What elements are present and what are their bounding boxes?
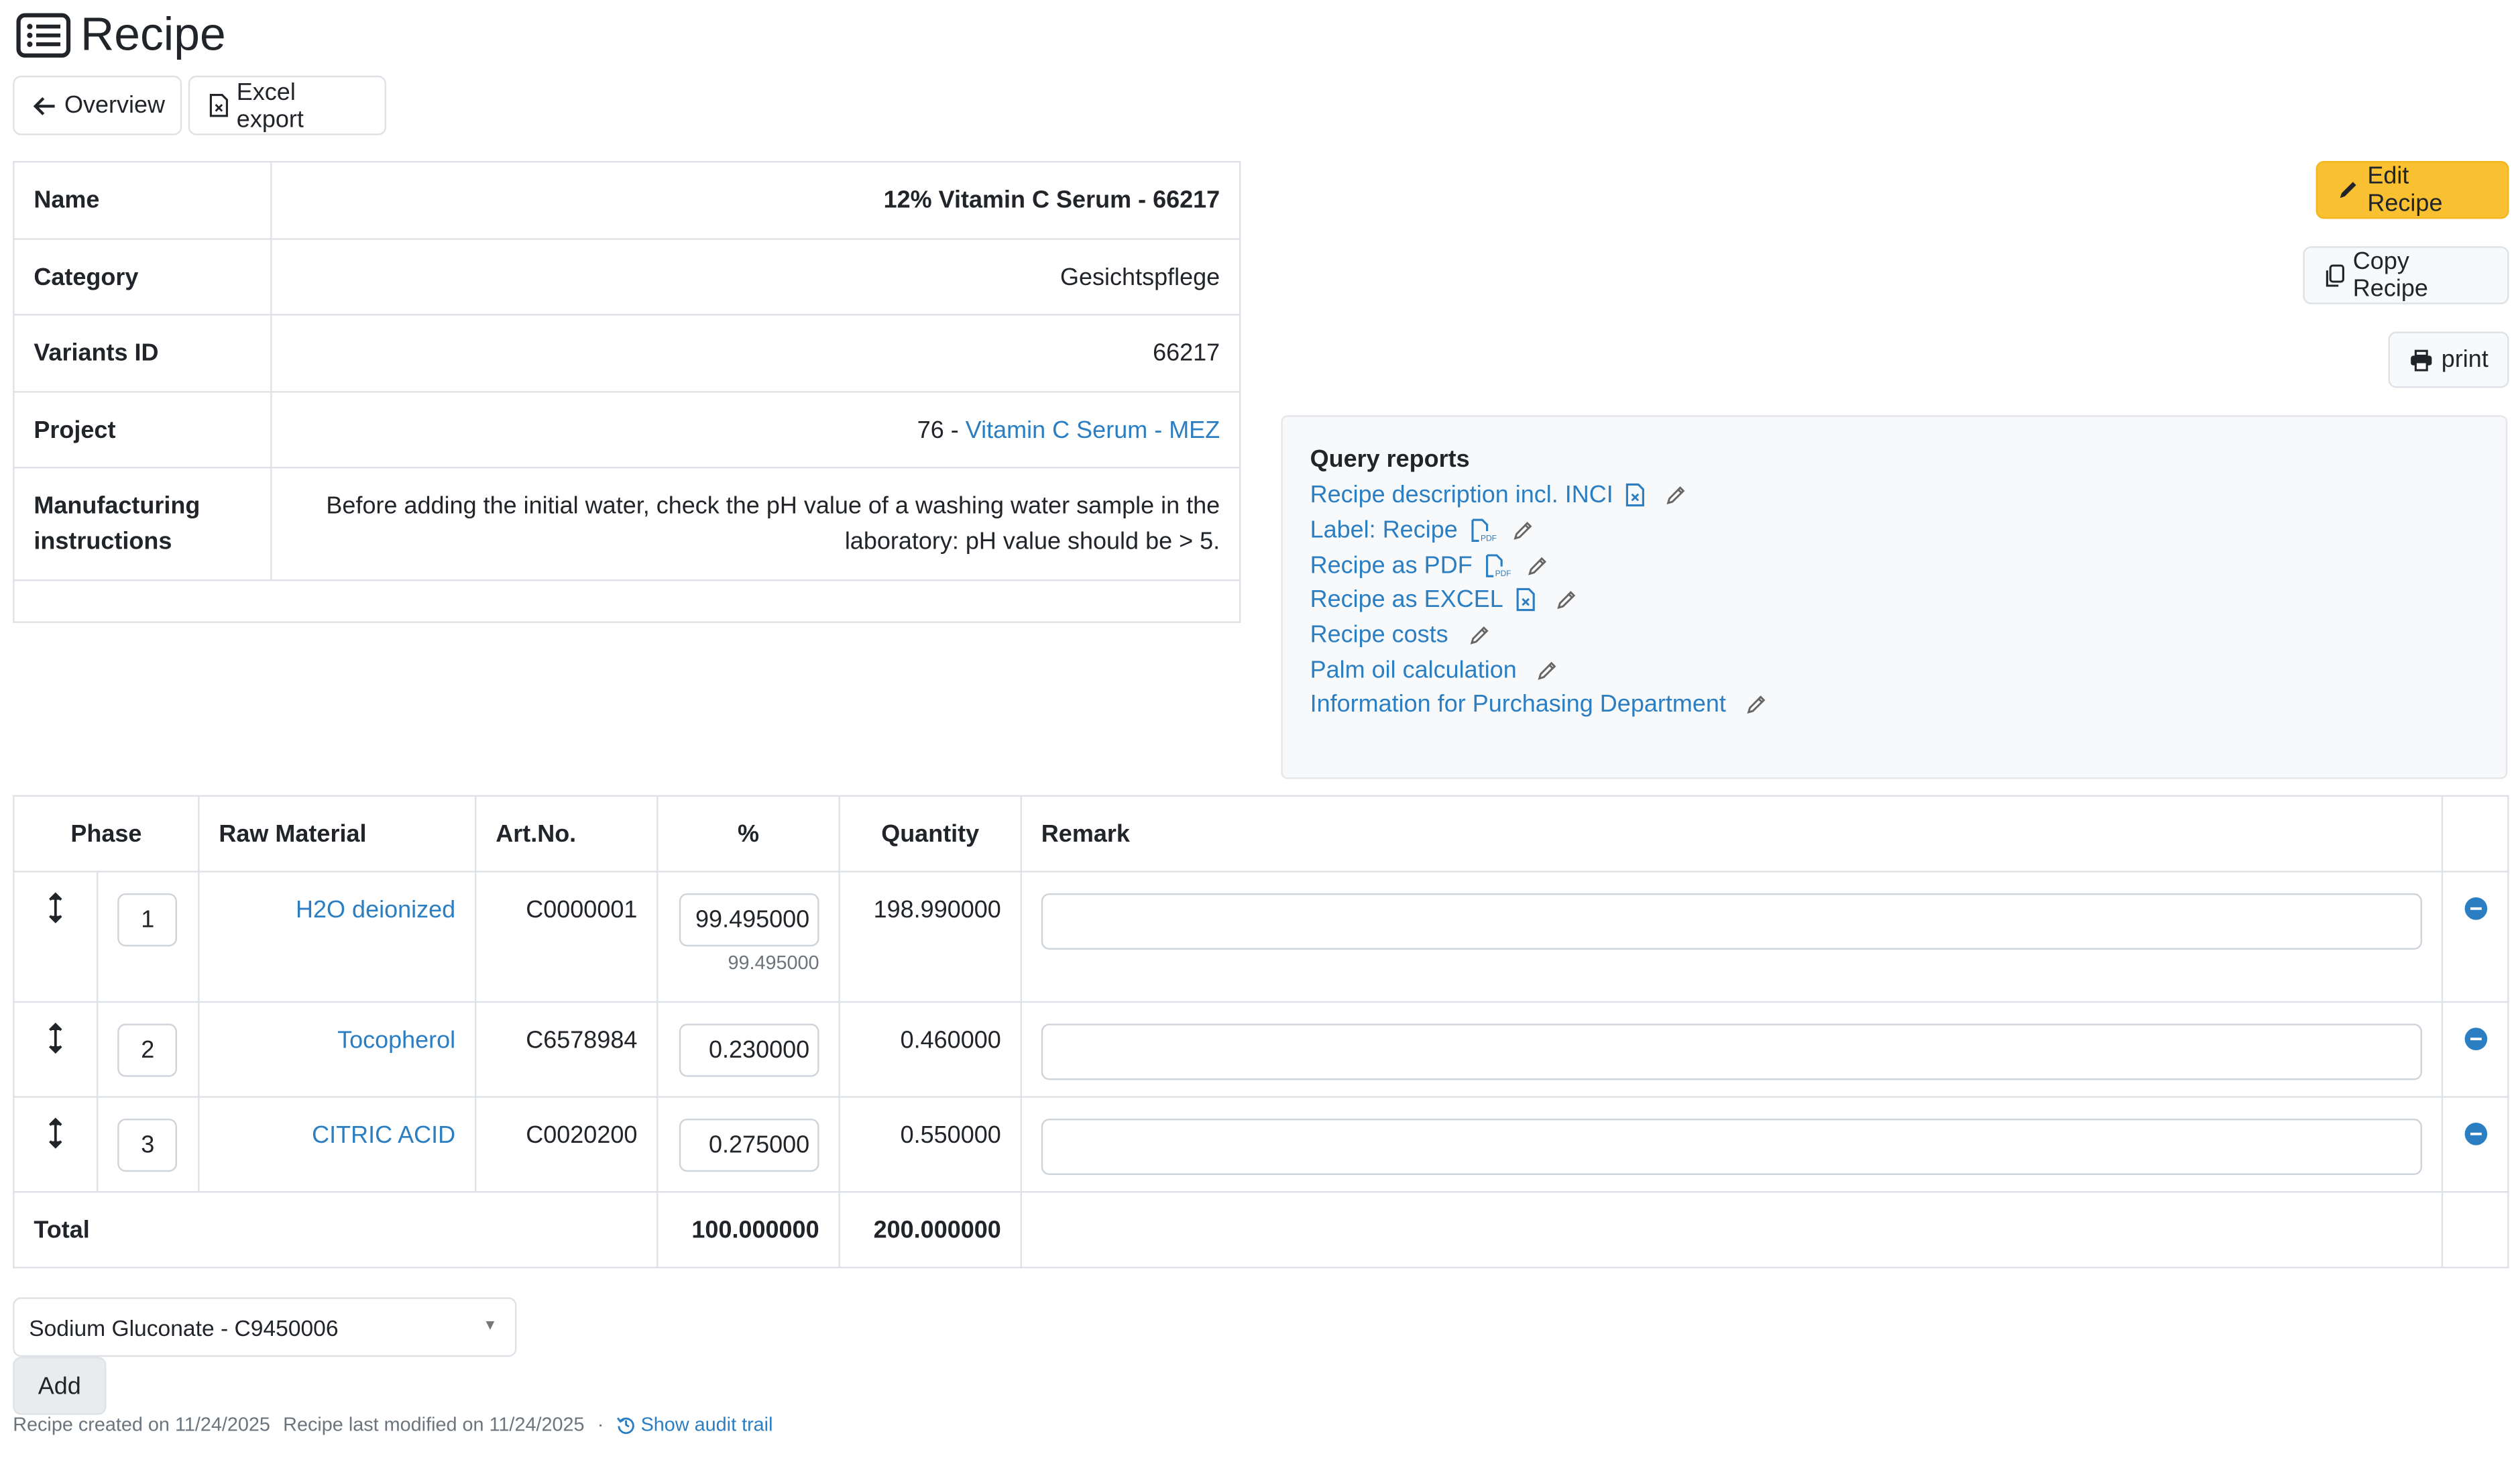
percent-cell xyxy=(657,1097,839,1192)
report-link[interactable]: Recipe description incl. INCI xyxy=(1310,482,1613,510)
report-item xyxy=(1310,687,2478,722)
page-header xyxy=(16,7,226,64)
overview-label: Overview xyxy=(64,91,166,119)
report-link[interactable]: Recipe as PDF xyxy=(1310,551,1473,579)
variant-label: Variants ID xyxy=(13,315,271,392)
material-cell xyxy=(198,872,475,1002)
audit-trail-label: Show audit trail xyxy=(640,1413,773,1436)
remove-circle-icon[interactable] xyxy=(2463,1027,2487,1051)
report-link[interactable]: Label: Recipe xyxy=(1310,516,1458,545)
header-percent: % xyxy=(657,796,839,872)
phase-cell xyxy=(97,872,198,1002)
report-link[interactable]: Information for Purchasing Department xyxy=(1310,691,1726,719)
remove-cell xyxy=(2442,872,2508,1002)
excel-export-label: Excel export xyxy=(236,78,304,133)
raw-material-select-value: Sodium Gluconate - C9450006 xyxy=(29,1314,339,1341)
header-remark: Remark xyxy=(1021,796,2442,872)
remark-cell xyxy=(1021,1002,2442,1097)
edit-report-pencil-icon[interactable] xyxy=(1666,485,1687,506)
header-actions xyxy=(2442,796,2508,872)
total-label: Total xyxy=(13,1192,657,1268)
recipe-info-table xyxy=(13,161,1241,623)
info-row-category xyxy=(13,239,1240,315)
raw-material-select[interactable] xyxy=(13,1297,516,1357)
total-remark-empty xyxy=(1021,1192,2442,1268)
report-item xyxy=(1310,653,2478,687)
category-value: Gesichtspflege xyxy=(271,239,1240,315)
info-row-empty xyxy=(13,580,1240,622)
dropdown-caret-icon: ▼ xyxy=(483,1316,498,1333)
history-icon xyxy=(617,1415,636,1435)
arrow-left-icon xyxy=(34,96,56,115)
svg-text:PDF: PDF xyxy=(1495,568,1511,578)
info-row-variant xyxy=(13,315,1240,392)
phase-cell xyxy=(97,1002,198,1097)
remove-circle-icon[interactable] xyxy=(2463,897,2487,921)
material-link[interactable]: Tocopherol xyxy=(337,1027,456,1055)
report-item xyxy=(1310,513,2478,548)
edit-report-pencil-icon[interactable] xyxy=(1747,695,1768,716)
instructions-label: Manufacturing instructions xyxy=(13,467,271,580)
report-item xyxy=(1310,478,2478,513)
excel-file-icon[interactable] xyxy=(1626,484,1646,508)
art-no-cell: C0020200 xyxy=(475,1097,657,1192)
excel-file-icon[interactable] xyxy=(1516,588,1536,612)
material-link[interactable]: H2O deionized xyxy=(296,896,456,924)
reports-list xyxy=(1310,478,2478,722)
remark-input[interactable] xyxy=(1041,1023,2422,1080)
header-art-no: Art.No. xyxy=(475,796,657,872)
report-link[interactable]: Recipe as EXCEL xyxy=(1310,586,1503,614)
copy-recipe-label: Copy Recipe xyxy=(2352,247,2428,303)
percent-input[interactable]: 99.495000 xyxy=(679,893,819,946)
art-no-cell: C0000001 xyxy=(475,872,657,1002)
add-material-button[interactable] xyxy=(13,1357,106,1414)
drag-handle-icon[interactable] xyxy=(48,1119,62,1147)
variant-value: 66217 xyxy=(271,315,1240,392)
remark-cell xyxy=(1021,872,2442,1002)
list-icon xyxy=(16,13,71,58)
phase-input[interactable]: 3 xyxy=(118,1119,178,1172)
percent-input[interactable]: 0.275000 xyxy=(679,1119,819,1172)
drag-handle-cell xyxy=(13,1097,97,1192)
remove-cell xyxy=(2442,1097,2508,1192)
material-cell xyxy=(198,1002,475,1097)
remark-input[interactable] xyxy=(1041,893,2422,950)
material-cell xyxy=(198,1097,475,1192)
material-link[interactable]: CITRIC ACID xyxy=(312,1121,456,1149)
modified-date: Recipe last modified on 11/24/2025 xyxy=(283,1413,585,1436)
page-title: Recipe xyxy=(80,9,226,61)
total-quantity: 200.000000 xyxy=(840,1192,1021,1268)
print-button[interactable] xyxy=(2389,331,2509,388)
drag-handle-cell xyxy=(13,872,97,1002)
remark-input[interactable] xyxy=(1041,1119,2422,1175)
report-item xyxy=(1310,583,2478,618)
table-row xyxy=(13,1002,2508,1097)
remove-circle-icon[interactable] xyxy=(2463,1122,2487,1146)
header-raw-material: Raw Material xyxy=(198,796,475,872)
percent-hint: 99.495000 xyxy=(728,951,819,974)
excel-file-icon xyxy=(209,93,229,117)
info-row-name xyxy=(13,162,1240,239)
audit-trail-link[interactable] xyxy=(617,1413,773,1436)
edit-report-pencil-icon[interactable] xyxy=(1556,590,1577,610)
table-row xyxy=(13,872,2508,1002)
edit-report-pencil-icon[interactable] xyxy=(1538,659,1558,680)
query-reports-panel xyxy=(1281,415,2507,779)
pencil-icon xyxy=(2337,178,2360,201)
header-phase: Phase xyxy=(13,796,198,872)
phase-cell xyxy=(97,1097,198,1192)
report-link[interactable]: Recipe costs xyxy=(1310,621,1448,649)
edit-report-pencil-icon[interactable] xyxy=(1469,624,1490,645)
header-quantity: Quantity xyxy=(840,796,1021,872)
report-item xyxy=(1310,548,2478,583)
copy-icon xyxy=(2324,263,2345,287)
project-number: 76 - xyxy=(917,416,966,444)
remark-cell xyxy=(1021,1097,2442,1192)
art-no-cell: C6578984 xyxy=(475,1002,657,1097)
reports-heading: Query reports xyxy=(1310,445,1470,473)
drag-handle-icon[interactable] xyxy=(48,893,62,922)
report-item xyxy=(1310,618,2478,653)
pdf-file-icon[interactable] xyxy=(1471,518,1497,543)
created-date: Recipe created on 11/24/2025 xyxy=(13,1413,270,1436)
percent-cell xyxy=(657,1002,839,1097)
project-label: Project xyxy=(13,392,271,467)
table-header-row xyxy=(13,796,2508,872)
pdf-file-icon[interactable] xyxy=(1485,553,1511,578)
edit-report-pencil-icon[interactable] xyxy=(1527,555,1548,575)
project-value xyxy=(271,392,1240,467)
recipe-ingredients-table xyxy=(13,795,2509,1269)
category-label: Category xyxy=(13,239,271,315)
name-label: Name xyxy=(13,162,271,239)
info-row-project xyxy=(13,392,1240,467)
percent-input[interactable]: 0.230000 xyxy=(679,1023,819,1076)
add-material-label: Add xyxy=(38,1372,81,1400)
total-row xyxy=(13,1192,2508,1268)
printer-icon xyxy=(2409,349,2433,372)
quantity-cell: 0.460000 xyxy=(840,1002,1021,1097)
overview-button[interactable] xyxy=(13,76,182,135)
table-row xyxy=(13,1097,2508,1192)
info-row-instructions xyxy=(13,467,1240,580)
total-actions-empty xyxy=(2442,1192,2508,1268)
edit-recipe-button[interactable] xyxy=(2316,161,2509,219)
footer-separator: · xyxy=(597,1413,604,1436)
svg-text:PDF: PDF xyxy=(1480,533,1497,543)
report-link[interactable]: Palm oil calculation xyxy=(1310,656,1517,684)
drag-handle-icon[interactable] xyxy=(48,1023,62,1052)
instructions-value: Before adding the initial water, check the pH value of a washing water sample in the laboratory: pH value should be > 5. xyxy=(271,467,1240,580)
recipe-footer xyxy=(13,1413,772,1436)
project-link[interactable]: Vitamin C Serum - MEZ xyxy=(965,416,1220,444)
quantity-cell: 0.550000 xyxy=(840,1097,1021,1192)
percent-cell xyxy=(657,872,839,1002)
edit-recipe-label: Edit Recipe xyxy=(2367,162,2443,217)
quantity-cell: 198.990000 xyxy=(840,872,1021,1002)
remove-cell xyxy=(2442,1002,2508,1097)
print-label: print xyxy=(2441,346,2488,374)
drag-handle-cell xyxy=(13,1002,97,1097)
phase-input[interactable]: 1 xyxy=(118,893,178,946)
copy-recipe-button[interactable] xyxy=(2303,246,2509,304)
phase-input[interactable]: 2 xyxy=(118,1023,178,1076)
excel-export-button[interactable] xyxy=(188,76,386,135)
name-value: 12% Vitamin C Serum - 66217 xyxy=(271,162,1240,239)
edit-report-pencil-icon[interactable] xyxy=(1512,520,1533,541)
total-percent: 100.000000 xyxy=(657,1192,839,1268)
